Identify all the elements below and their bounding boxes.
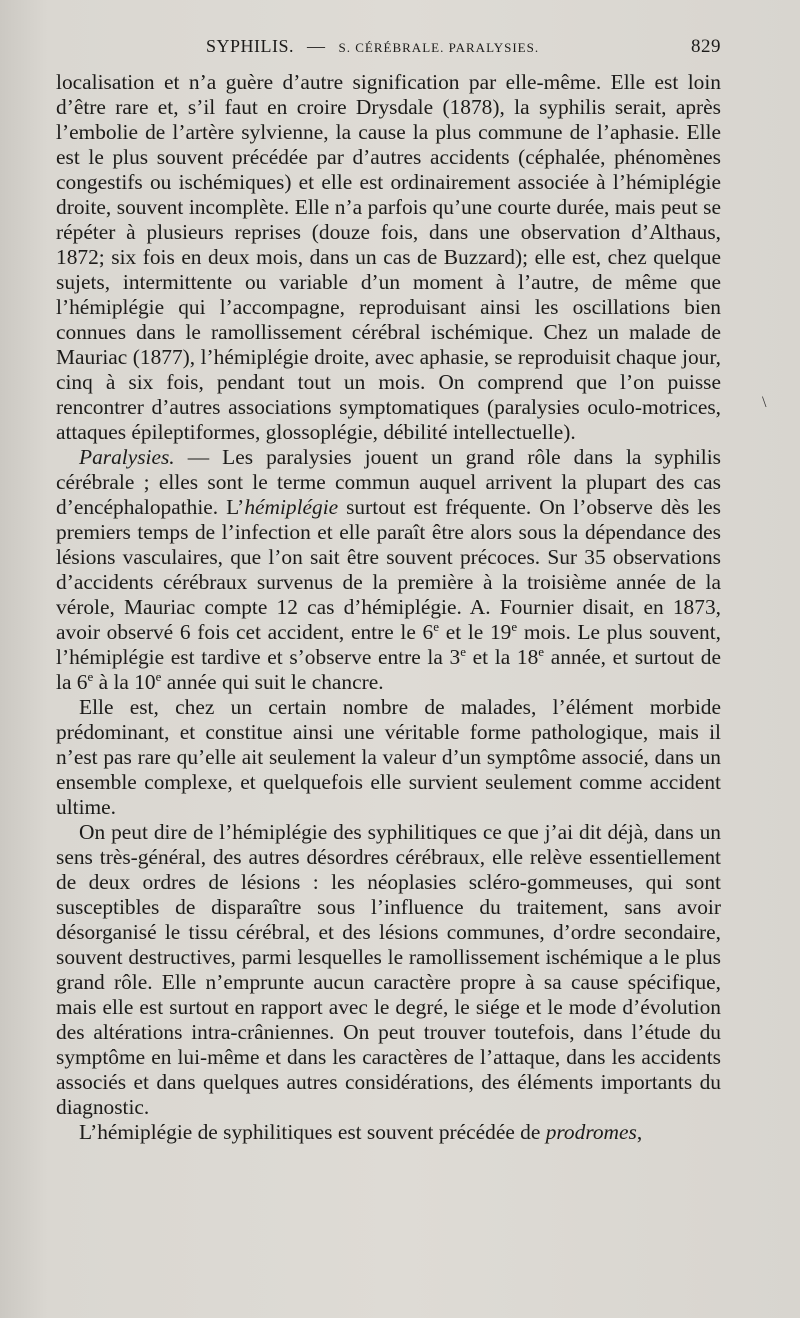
superscript: e: [155, 668, 162, 684]
superscript: e: [538, 643, 545, 659]
italic-term-hemiplegie: hémiplégie: [244, 495, 339, 519]
section-heading-paralysies: Paralysies.: [79, 445, 175, 469]
body-text: [56, 70, 721, 1145]
superscript: e: [511, 618, 518, 634]
superscript: e: [87, 668, 94, 684]
text-run: ,: [636, 1120, 643, 1144]
text-run: mois. Le plus souvent, l’hémiplégie est tardive et s’observe entre la 3: [56, 620, 721, 669]
paragraph-continuation: localisation et n’a guère d’autre signification par elle-même. Elle est loin d’être rare et, s’il faut en croire Drysdale (1878), la syphilis serait, après l’embolie de l’artère sylvienne, la cause la plus commune de l’aphasie. Elle est le plus souvent précédée par d’autres accidents (céphalée, phénomènes congestifs ou ischémiques) et elle est ordinairement associée à l’hémiplégie droite, souvent incomplète. Elle n’a parfois qu’une courte durée, mais peut se répéter à plusieurs reprises (douze fois, dans une observation d’Althaus, 1872; six fois en deux mois, dans un cas de Buzzard); elle est, chez quelque sujets, intermittente ou variable d’un moment à l’autre, de même que l’hémiplégie qui l’accompagne, reproduisant ainsi les oscillations bien connues dans le ramollissement cérébral ischémique. Chez un malade de Mauriac (1877), l’hémiplégie droite, avec aphasie, se reproduisit chaque jour, cinq à six fois, pendant tout un mois. On comprend que l’on puisse rencontrer d’autres associations symptomatiques (paralysies oculo-motrices, attaques épileptiformes, glossoplégie, débilité intellectuelle).: [56, 70, 721, 444]
page-number: 829: [691, 36, 721, 57]
italic-term-prodromes: prodromes: [545, 1120, 637, 1144]
text-run: à la 10: [93, 670, 156, 694]
running-head-dash: —: [307, 36, 326, 56]
text-run: — Les paralysies jouent un grand rôle dans la syphilis cérébrale ; elles sont le terme commun auquel arrivent la plupart des cas d’encéphalopathie.: [56, 445, 721, 519]
paragraph-hemiplegie-lesions: On peut dire de l’hémiplégie des syphilitiques ce que j’ai dit déjà, dans un sens très-général, des autres désordres cérébraux, elle relève essentiellement de deux ordres de lésions : les néoplasies scléro-gommeuses, qui sont susceptibles de disparaître sous l’influence du traitement, sans avoir désorganisé le tissu cérébral, et des lésions communes, d’ordre secondaire, souvent destructives, parmi lesquelles le ramollissement ischémique a le plus grand rôle. Elle n’emprunte aucun caractère propre à sa cause spécifique, mais elle est surtout en rapport avec le degré, le siége et le mode d’évolution des altérations intra-crâniennes. On peut trouver toutefois, dans l’étude du symptôme en lui-même et dans les caractères de l’attaque, dans les accidents associés et dans quelques autres considérations, des éléments importants du diagnostic.: [56, 820, 721, 1119]
text-run: L’hémiplégie de syphilitiques est souvent précédée de: [79, 1120, 546, 1144]
text-run: et la 18: [466, 645, 539, 669]
margin-mark: \: [762, 394, 767, 411]
superscript: e: [433, 618, 440, 634]
running-head-main: SYPHILIS.: [206, 36, 295, 56]
paragraph-element-morbide: Elle est, chez un certain nombre de malades, l’élément morbide prédominant, et constitue ainsi une véritable forme pathologique, mais il n’est pas rare qu’elle ait seulement la valeur d’un symptôme associé, dans un ensemble complexe, et quelquefois elle survient seulement comme accident ultime.: [56, 695, 721, 819]
text-run: et le 19: [439, 620, 512, 644]
running-head-title: [206, 36, 539, 57]
running-head-section: S. CÉRÉBRALE. PARALYSIES.: [338, 40, 540, 55]
text-run: année qui suit le chancre.: [161, 670, 384, 694]
paragraph-prodromes: [56, 1120, 721, 1145]
superscript: e: [460, 643, 466, 659]
text-run: surtout est fréquente. On l’observe dès les premiers temps de l’infection et elle paraît être alors sous la dépendance des lésions vasculaires, que l’on sait être souvent précoces. Sur 35 observations d’accidents cérébraux survenus de la première à la troisième année de la vérole, Mauriac compte 12 cas d’hémiplégie. A. Fournier disait, en 1873, avoir observé 6 fois cet accident, entre le 6: [56, 495, 722, 644]
paragraph-paralysies: [56, 445, 721, 695]
running-head: [56, 34, 721, 64]
text-run: année, et surtout de la 6: [56, 645, 721, 694]
text-run: L’: [226, 495, 245, 519]
